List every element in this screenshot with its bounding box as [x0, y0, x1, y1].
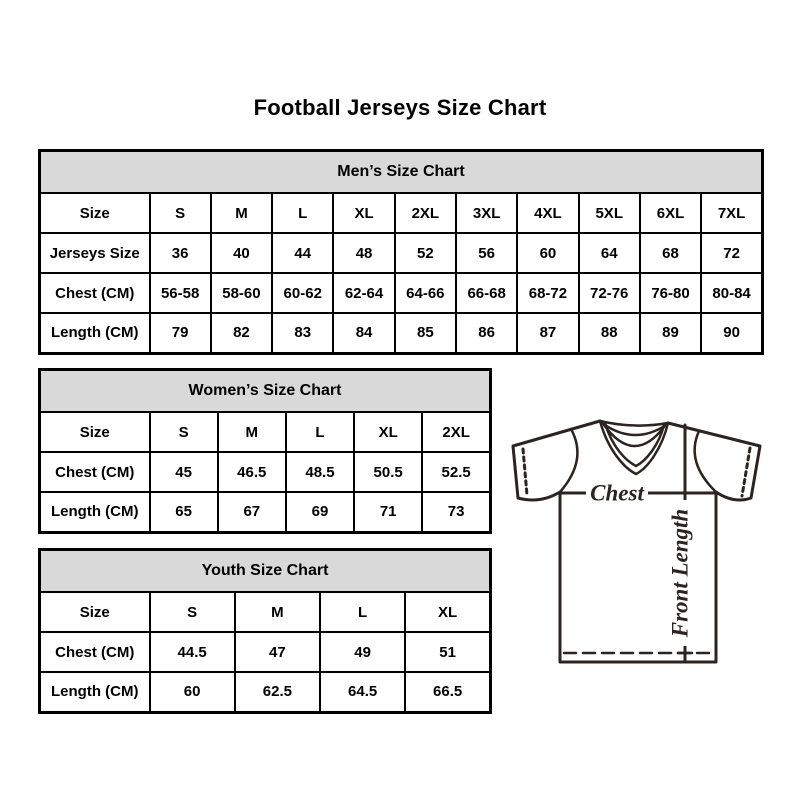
column-header: 5XL	[579, 193, 640, 233]
table-row	[40, 313, 763, 353]
table-title: Men’s Size Chart	[40, 151, 763, 194]
table-title: Youth Size Chart	[40, 550, 491, 593]
table-cell: 47	[235, 632, 320, 672]
table-cell: 50.5	[354, 452, 422, 492]
right-cuff-stitch-dashes	[742, 448, 750, 496]
jersey-outline	[513, 421, 760, 662]
table-row	[40, 233, 763, 273]
table-cell: 64	[579, 233, 640, 273]
table-cell: 64-66	[395, 273, 456, 313]
table-cell: 60-62	[272, 273, 333, 313]
table-cell: 56	[456, 233, 517, 273]
table-cell: 82	[211, 313, 272, 353]
table-cell: 48.5	[286, 452, 354, 492]
column-header: S	[150, 412, 218, 452]
table-cell: 64.5	[320, 672, 405, 712]
column-header: 2XL	[395, 193, 456, 233]
column-header: S	[150, 193, 211, 233]
mens-size-table	[38, 149, 764, 355]
table-cell: 48	[333, 233, 394, 273]
youth-size-table	[38, 548, 492, 714]
table-cell: 76-80	[640, 273, 701, 313]
column-header: L	[320, 592, 405, 632]
table-cell: 72	[701, 233, 762, 273]
table-cell: 86	[456, 313, 517, 353]
column-header: 6XL	[640, 193, 701, 233]
table-cell: 73	[422, 492, 490, 532]
table-cell: 80-84	[701, 273, 762, 313]
column-header: M	[218, 412, 286, 452]
table-cell: 49	[320, 632, 405, 672]
table-cell: 52	[395, 233, 456, 273]
table-cell: 66-68	[456, 273, 517, 313]
column-header: 2XL	[422, 412, 490, 452]
row-label: Length (CM)	[40, 313, 150, 353]
row-label: Chest (CM)	[40, 273, 150, 313]
row-label: Length (CM)	[40, 492, 150, 532]
page-title: Football Jerseys Size Chart	[253, 95, 547, 120]
table-cell: 87	[517, 313, 578, 353]
table-cell: 71	[354, 492, 422, 532]
left-sleeve-seam	[560, 429, 577, 492]
table-cell: 84	[333, 313, 394, 353]
table-cell: 68	[640, 233, 701, 273]
table-cell: 45	[150, 452, 218, 492]
column-header: S	[150, 592, 235, 632]
table-title: Women’s Size Chart	[40, 370, 491, 413]
column-header: L	[272, 193, 333, 233]
column-header: M	[235, 592, 320, 632]
table-cell: 89	[640, 313, 701, 353]
table-cell: 56-58	[150, 273, 211, 313]
row-label: Jerseys Size	[40, 233, 150, 273]
table-cell: 67	[218, 492, 286, 532]
column-header: 7XL	[701, 193, 762, 233]
table-row	[40, 273, 763, 313]
column-header: XL	[333, 193, 394, 233]
row-label: Length (CM)	[40, 672, 150, 712]
table-cell: 83	[272, 313, 333, 353]
row-label-header: Size	[40, 592, 150, 632]
table-cell: 40	[211, 233, 272, 273]
table-row	[40, 632, 491, 672]
table-cell: 46.5	[218, 452, 286, 492]
column-header: XL	[405, 592, 490, 632]
table-cell: 51	[405, 632, 490, 672]
row-label-header: Size	[40, 193, 150, 233]
column-header: 4XL	[517, 193, 578, 233]
table-cell: 36	[150, 233, 211, 273]
table-cell: 66.5	[405, 672, 490, 712]
table-cell: 62.5	[235, 672, 320, 712]
row-label: Chest (CM)	[40, 632, 150, 672]
table-cell: 85	[395, 313, 456, 353]
column-header: M	[211, 193, 272, 233]
table-cell: 79	[150, 313, 211, 353]
right-sleeve-seam	[695, 431, 716, 492]
table-cell: 69	[286, 492, 354, 532]
table-cell: 52.5	[422, 452, 490, 492]
row-label: Chest (CM)	[40, 452, 150, 492]
table-cell: 62-64	[333, 273, 394, 313]
table-cell: 88	[579, 313, 640, 353]
table-cell: 60	[150, 672, 235, 712]
table-cell: 68-72	[517, 273, 578, 313]
table-cell: 60	[517, 233, 578, 273]
table-row	[40, 672, 491, 712]
column-header: XL	[354, 412, 422, 452]
column-header: 3XL	[456, 193, 517, 233]
front-length-label: Front Length	[667, 508, 693, 638]
collar-top-edge-icon	[600, 421, 668, 426]
jersey-measurement-diagram	[498, 398, 780, 680]
table-cell: 58-60	[211, 273, 272, 313]
left-cuff-stitch-dashes	[523, 449, 527, 495]
table-cell: 90	[701, 313, 762, 353]
column-header: L	[286, 412, 354, 452]
womens-size-table	[38, 368, 492, 534]
table-cell: 65	[150, 492, 218, 532]
table-cell: 44.5	[150, 632, 235, 672]
chest-label: Chest	[590, 480, 644, 506]
table-row	[40, 452, 491, 492]
table-cell: 44	[272, 233, 333, 273]
row-label-header: Size	[40, 412, 150, 452]
table-cell: 72-76	[579, 273, 640, 313]
table-row	[40, 492, 491, 532]
